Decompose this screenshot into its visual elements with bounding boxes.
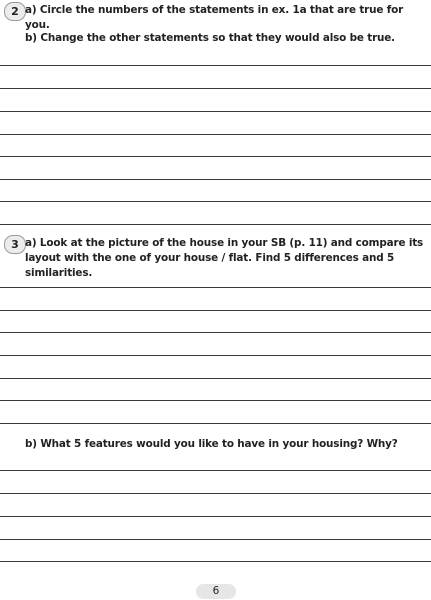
exercise-3-part-a-instruction: a) Look at the picture of the house in your SB (p. 11) and compare its layout with the one of your house / flat. Find 5 differences and 5 similarities.: [25, 237, 424, 279]
writing-line[interactable]: [0, 493, 431, 494]
writing-line[interactable]: [0, 400, 431, 401]
writing-line[interactable]: [0, 88, 431, 89]
writing-line[interactable]: [0, 134, 431, 135]
exercise-3-part-b-instruction: b) What 5 features would you like to have in your housing? Why?: [25, 438, 398, 450]
writing-line[interactable]: [0, 201, 431, 202]
writing-line[interactable]: [0, 378, 431, 379]
exercise-2-number-badge: 2: [4, 2, 26, 21]
exercise-3-number-badge: 3: [4, 235, 26, 254]
writing-line[interactable]: [0, 287, 431, 288]
writing-line[interactable]: [0, 111, 431, 112]
writing-line[interactable]: [0, 310, 431, 311]
writing-line[interactable]: [0, 179, 431, 180]
exercise-2-part-b-instruction: b) Change the other statements so that they would also be true.: [25, 32, 395, 44]
writing-line[interactable]: [0, 65, 431, 66]
writing-line[interactable]: [0, 470, 431, 471]
writing-line[interactable]: [0, 516, 431, 517]
writing-line[interactable]: [0, 224, 431, 225]
writing-line[interactable]: [0, 355, 431, 356]
writing-line[interactable]: [0, 561, 431, 562]
page-number: 6: [196, 584, 236, 599]
writing-line[interactable]: [0, 539, 431, 540]
writing-line[interactable]: [0, 156, 431, 157]
exercise-2-part-a-instruction: a) Circle the numbers of the statements in ex. 1a that are true for you.: [25, 4, 404, 31]
writing-line[interactable]: [0, 423, 431, 424]
writing-line[interactable]: [0, 332, 431, 333]
